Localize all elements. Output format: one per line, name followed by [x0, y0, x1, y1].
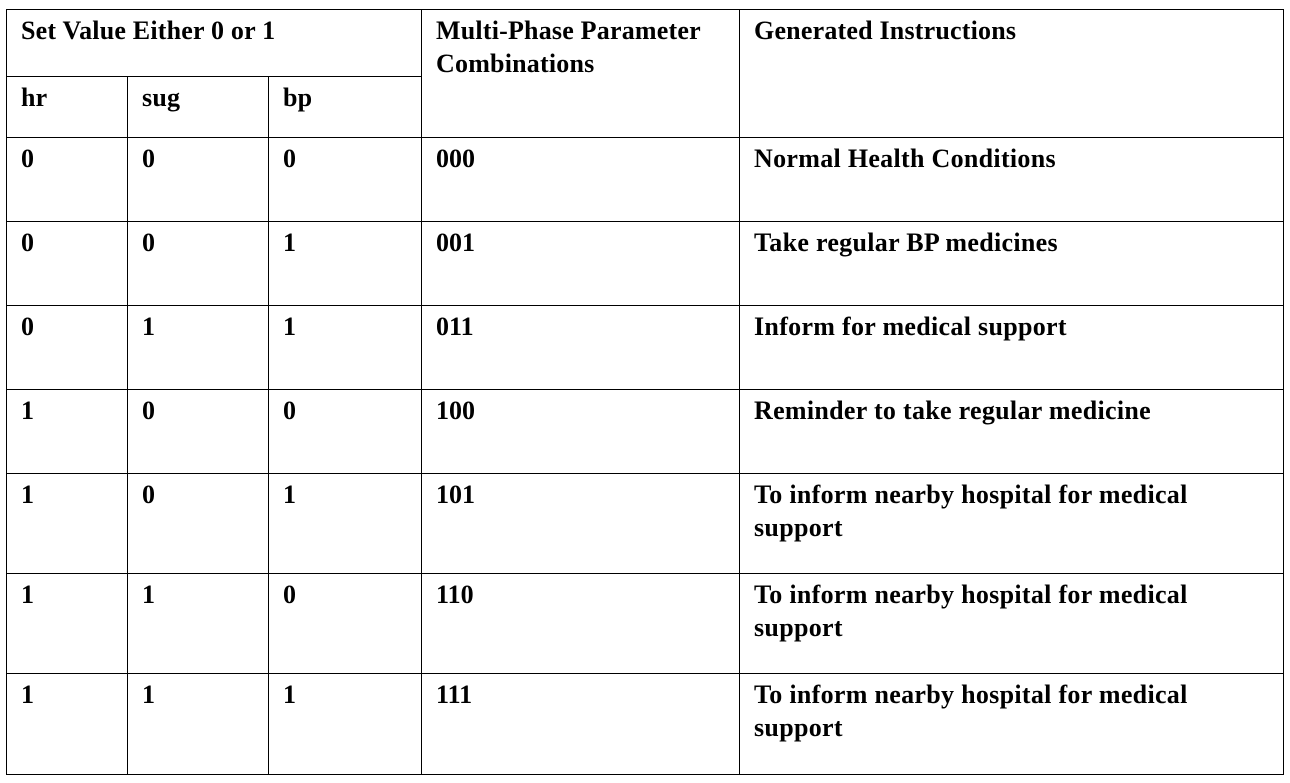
bp-cell: 0: [269, 574, 422, 674]
instructions-header: Generated Instructions: [740, 10, 1284, 138]
bp-cell: 1: [269, 474, 422, 574]
table-row: [7, 138, 1284, 222]
hr-cell: 1: [7, 574, 128, 674]
sug-cell: 0: [128, 222, 269, 306]
combination-cell: 000: [422, 138, 740, 222]
hr-cell: 1: [7, 474, 128, 574]
bp-cell: 1: [269, 306, 422, 390]
sug-header: sug: [128, 77, 269, 138]
sug-cell: 1: [128, 574, 269, 674]
table-row: [7, 674, 1284, 775]
table-row: [7, 222, 1284, 306]
set-value-header: Set Value Either 0 or 1: [7, 10, 422, 77]
bp-cell: 1: [269, 674, 422, 775]
sug-cell: 1: [128, 306, 269, 390]
combination-cell: 001: [422, 222, 740, 306]
instruction-cell: Normal Health Conditions: [740, 138, 1284, 222]
combination-cell: 101: [422, 474, 740, 574]
instruction-cell: To inform nearby hospital for medical support: [740, 674, 1284, 775]
table-row: [7, 474, 1284, 574]
parameter-instruction-table: [6, 9, 1284, 775]
header-row: [7, 10, 1284, 77]
sug-cell: 0: [128, 138, 269, 222]
instruction-cell: Inform for medical support: [740, 306, 1284, 390]
sug-cell: 1: [128, 674, 269, 775]
bp-cell: 0: [269, 138, 422, 222]
table-row: [7, 306, 1284, 390]
combination-cell: 011: [422, 306, 740, 390]
bp-cell: 1: [269, 222, 422, 306]
table-row: [7, 574, 1284, 674]
combination-cell: 100: [422, 390, 740, 474]
instruction-cell: Take regular BP medicines: [740, 222, 1284, 306]
combinations-header: Multi-Phase Parameter Combinations: [422, 10, 740, 138]
combination-cell: 110: [422, 574, 740, 674]
hr-cell: 0: [7, 138, 128, 222]
hr-cell: 0: [7, 222, 128, 306]
instruction-cell: To inform nearby hospital for medical support: [740, 474, 1284, 574]
hr-cell: 0: [7, 306, 128, 390]
bp-header: bp: [269, 77, 422, 138]
hr-cell: 1: [7, 390, 128, 474]
instruction-cell: To inform nearby hospital for medical support: [740, 574, 1284, 674]
sug-cell: 0: [128, 390, 269, 474]
hr-header: hr: [7, 77, 128, 138]
sug-cell: 0: [128, 474, 269, 574]
hr-cell: 1: [7, 674, 128, 775]
combination-cell: 111: [422, 674, 740, 775]
table-row: [7, 390, 1284, 474]
instruction-cell: Reminder to take regular medicine: [740, 390, 1284, 474]
bp-cell: 0: [269, 390, 422, 474]
